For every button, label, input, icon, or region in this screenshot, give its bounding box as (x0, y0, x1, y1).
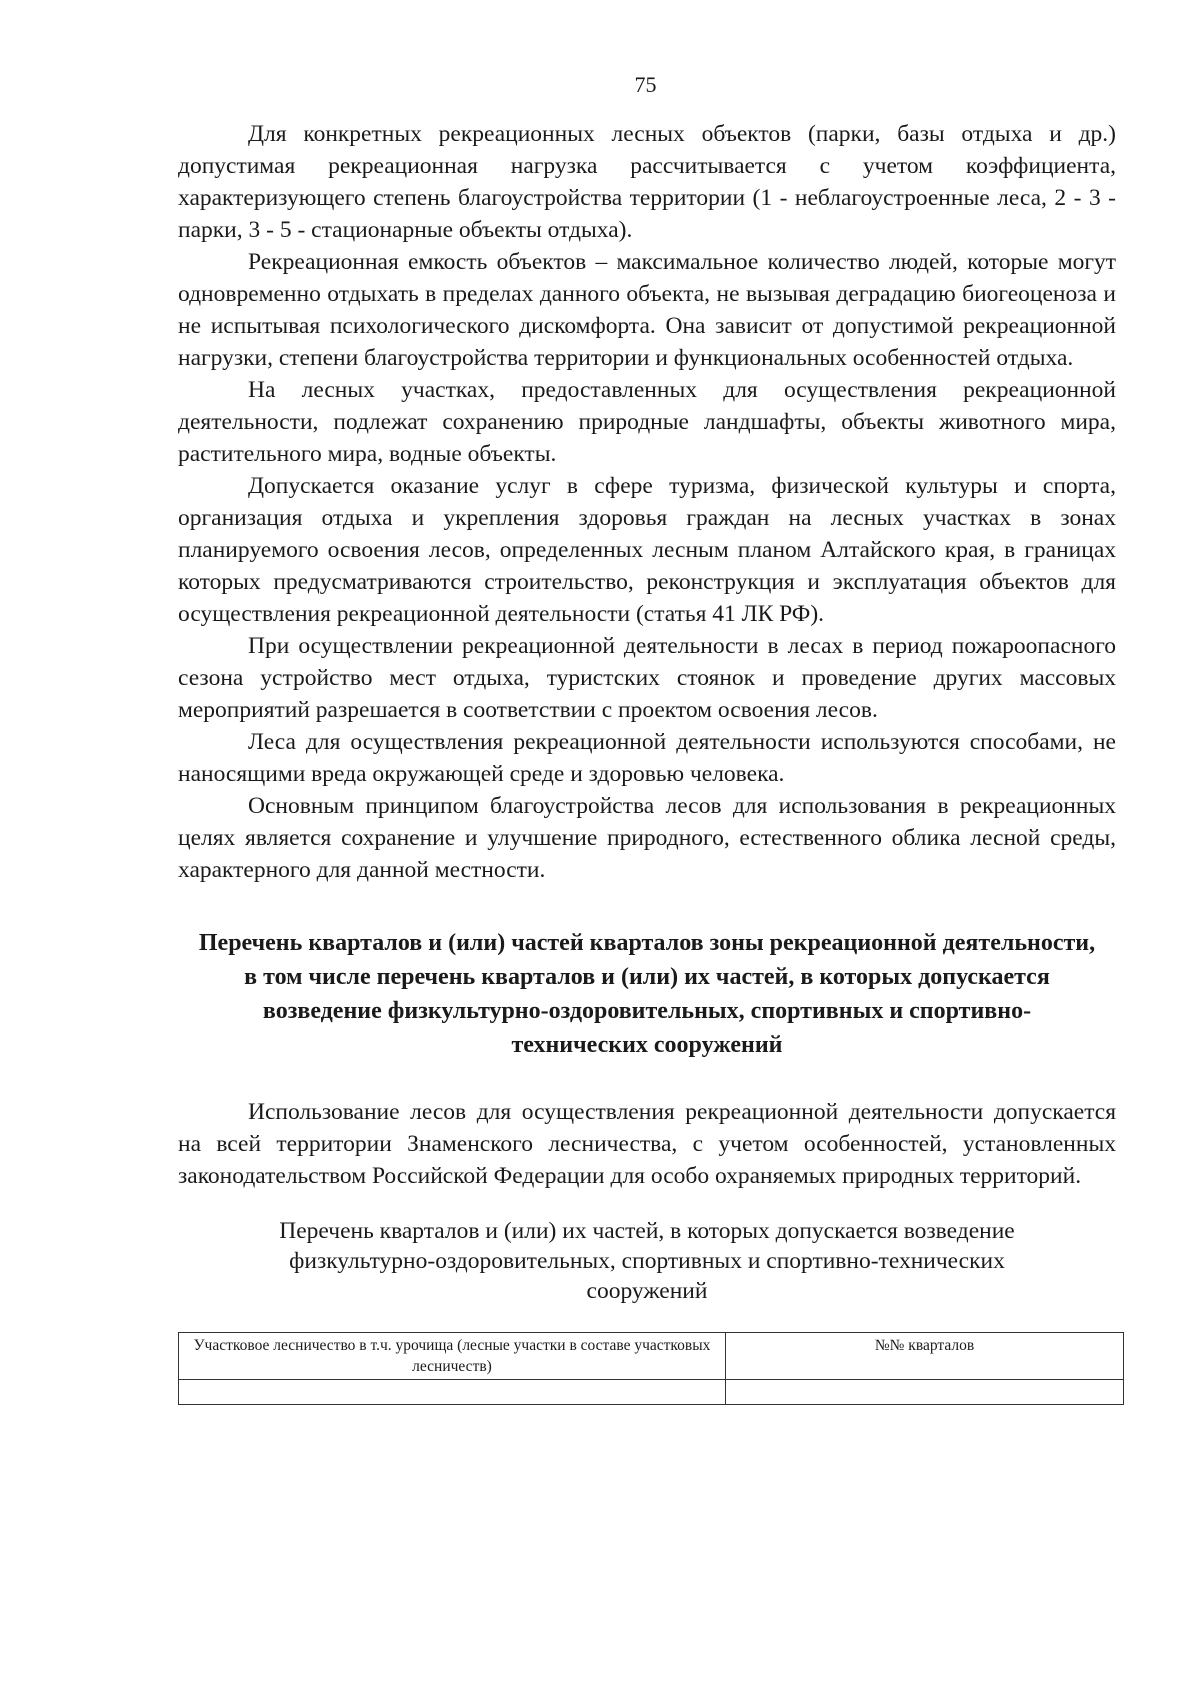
table-caption: Перечень кварталов и (или) их частей, в которых допускается возведение физкультурно-оздоровительных, спортивных и спортивно-технических сооружений (279, 1218, 1015, 1304)
paragraph-preserved-landscapes: На лесных участках, предоставленных для осуществления рекреационной деятельности, подлежат сохранению природные ландшафты, объекты животного мира, растительного мира, водные объекты. (178, 377, 1116, 467)
table-header-row (179, 1333, 1124, 1380)
table-cell-quarters (726, 1380, 1124, 1405)
table-header-forestry: Участковое лесничество в т.ч. урочища (лесные участки в составе участковых лесничеств) (179, 1333, 726, 1380)
page-content (178, 118, 1116, 1405)
paragraph-tourism-services: Допускается оказание услуг в сфере туризма, физической культуры и спорта, организация отдыха и укрепления здоровья граждан на лесных участках в зонах планируемого освоения лесов, определенных лесным планом Алтайского края, в границах которых предусматриваются строительство, реконструкция и эксплуатация объектов для осуществления рекреационной деятельности (статья 41 ЛК РФ). (178, 473, 1116, 627)
paragraph-improvement-principle: Основным принципом благоустройства лесов для использования в рекреационных целях является сохранение и улучшение природного, естественного облика лесной среды, характерного для данной местности. (178, 793, 1116, 883)
section-paragraph: Использование лесов для осуществления рекреационной деятельности допускается на всей территории Знаменского лесничества, с учетом особенностей, установленных законодательством Российской Федерации для особо охраняемых природных территорий. (178, 1099, 1116, 1189)
paragraph-recreational-capacity: Рекреационная емкость объектов – максимальное количество людей, которые могут одновременно отдыхать в пределах данного объекта, не вызывая деградацию биогеоценоза и не испытывая психологического дискомфорта. Она зависит от допустимой рекреационной нагрузки, степени благоустройства территории и функциональных особенностей отдыха. (178, 249, 1116, 371)
paragraph-usage-methods: Леса для осуществления рекреационной деятельности используются способами, не наносящими вреда окружающей среде и здоровью человека. (178, 729, 1116, 787)
paragraph-recreational-load: Для конкретных рекреационных лесных объектов (парки, базы отдыха и др.) допустимая рекреационная нагрузка рассчитывается с учетом коэффициента, характеризующего степень благоустройства территории (1 - неблагоустроенные леса, 2 - 3 - парки, 3 - 5 - стационарные объекты отдыха). (178, 121, 1116, 243)
page-number: 75 (634, 72, 657, 97)
table-cell-forestry (179, 1380, 726, 1405)
table-header-quarters: №№ кварталов (726, 1333, 1124, 1380)
paragraph-fire-season: При осуществлении рекреационной деятельности в лесах в период пожароопасного сезона устройство мест отдыха, туристских стоянок и проведение других массовых мероприятий разрешается в соответствии с проектом освоения лесов. (178, 633, 1116, 723)
quarters-table (178, 1332, 1124, 1405)
table-row (179, 1380, 1124, 1405)
section-heading: Перечень кварталов и (или) частей кварталов зоны рекреационной деятельности, в том числе перечень кварталов и (или) их частей, в которых допускается возведение физкультурно-оздоровительных, спортивных и спортивно-технических сооружений (198, 930, 1096, 1058)
